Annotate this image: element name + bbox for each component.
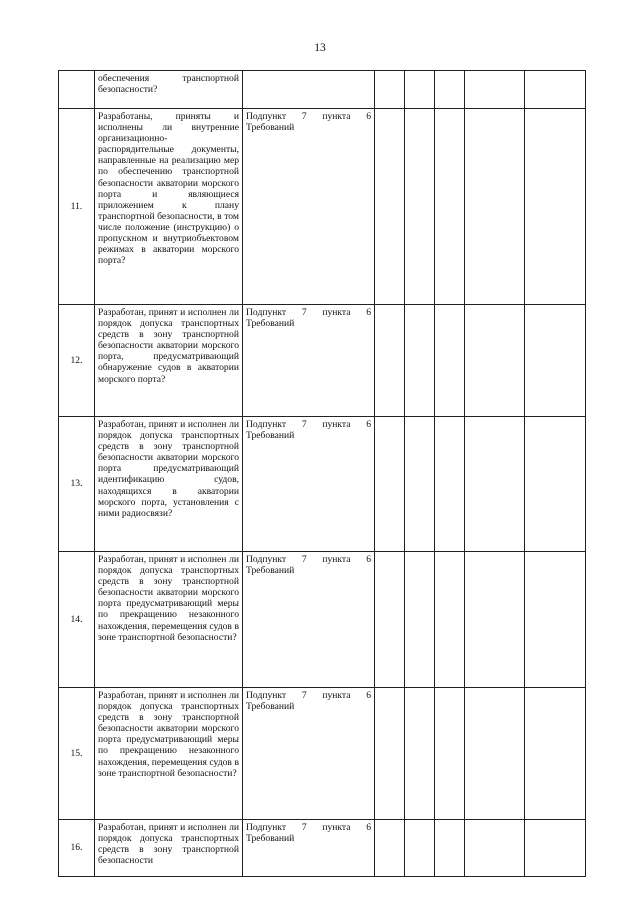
comments-cell [525,305,586,417]
requirement-cell: Подпункт 7 пункта 6 Требований [243,305,375,417]
page-number: 13 [314,42,326,54]
answer-na-cell [435,820,465,877]
table-row [59,305,586,417]
notes-cell [465,417,525,552]
table-row [59,71,586,109]
answer-yes-cell [375,417,405,552]
answer-no-cell [405,71,435,109]
table-row [59,109,586,305]
row-number: 12. [59,305,95,417]
question-cell: Разработаны, приняты и исполнены ли внутренние организационно-распорядительные документы, направленные на реализацию мер по обеспечению транспортной безопасности акватории морского порта и являющиеся приложением к плану транспортной безопасности, в том числе положение (инструкцию) о пропускном и внутриобъектовом режимах в акватории морского порта? [95,109,243,305]
answer-na-cell [435,552,465,688]
answer-yes-cell [375,688,405,820]
notes-cell [465,109,525,305]
notes-cell [465,552,525,688]
row-number [59,71,95,109]
answer-no-cell [405,552,435,688]
requirement-cell: Подпункт 7 пункта 6 Требований [243,109,375,305]
answer-no-cell [405,688,435,820]
requirement-cell: Подпункт 7 пункта 6 Требований [243,688,375,820]
row-number: 11. [59,109,95,305]
notes-cell [465,305,525,417]
table-row [59,820,586,877]
answer-na-cell [435,688,465,820]
answer-no-cell [405,109,435,305]
answer-yes-cell [375,820,405,877]
question-cell: Разработан, принят и исполнен ли порядок допуска транспортных средств в зону транспортной безопасности акватории морского порта предусматривающий меры по прекращению незаконного нахождения, перемещения судов в зоне транспортной безопасности? [95,552,243,688]
table-row [59,552,586,688]
row-number: 14. [59,552,95,688]
answer-na-cell [435,109,465,305]
question-cell: Разработан, принят и исполнен ли порядок допуска транспортных средств в зону транспортной безопасности акватории морского порта предусматривающий идентификацию судов, находящихся в акватории морского порта, установления с ними радиосвязи? [95,417,243,552]
question-cell: обеспечения транспортной безопасности? [95,71,243,109]
comments-cell [525,820,586,877]
answer-no-cell [405,820,435,877]
answer-na-cell [435,71,465,109]
requirement-cell: Подпункт 7 пункта 6 Требований [243,820,375,877]
comments-cell [525,417,586,552]
answer-yes-cell [375,109,405,305]
requirement-cell [243,71,375,109]
answer-no-cell [405,305,435,417]
answer-na-cell [435,305,465,417]
row-number: 16. [59,820,95,877]
requirement-cell: Подпункт 7 пункта 6 Требований [243,417,375,552]
table-row [59,688,586,820]
question-cell: Разработан, принят и исполнен ли порядок допуска транспортных средств в зону транспортной безопасности акватории морского порта предусматривающий меры по прекращению незаконного нахождения, перемещения судов в зоне транспортной безопасности? [95,688,243,820]
comments-cell [525,71,586,109]
comments-cell [525,688,586,820]
comments-cell [525,552,586,688]
answer-na-cell [435,417,465,552]
notes-cell [465,688,525,820]
question-cell: Разработан, принят и исполнен ли порядок допуска транспортных средств в зону транспортной безопасности акватории морского порта, предусматривающий обнаружение судов в акватории морского порта? [95,305,243,417]
answer-yes-cell [375,552,405,688]
checklist-table [58,70,586,877]
notes-cell [465,71,525,109]
notes-cell [465,820,525,877]
answer-yes-cell [375,71,405,109]
requirement-cell: Подпункт 7 пункта 6 Требований [243,552,375,688]
table-row [59,417,586,552]
question-cell: Разработан, принят и исполнен ли порядок допуска транспортных средств в зону транспортной безопасности [95,820,243,877]
comments-cell [525,109,586,305]
row-number: 15. [59,688,95,820]
answer-yes-cell [375,305,405,417]
answer-no-cell [405,417,435,552]
row-number: 13. [59,417,95,552]
